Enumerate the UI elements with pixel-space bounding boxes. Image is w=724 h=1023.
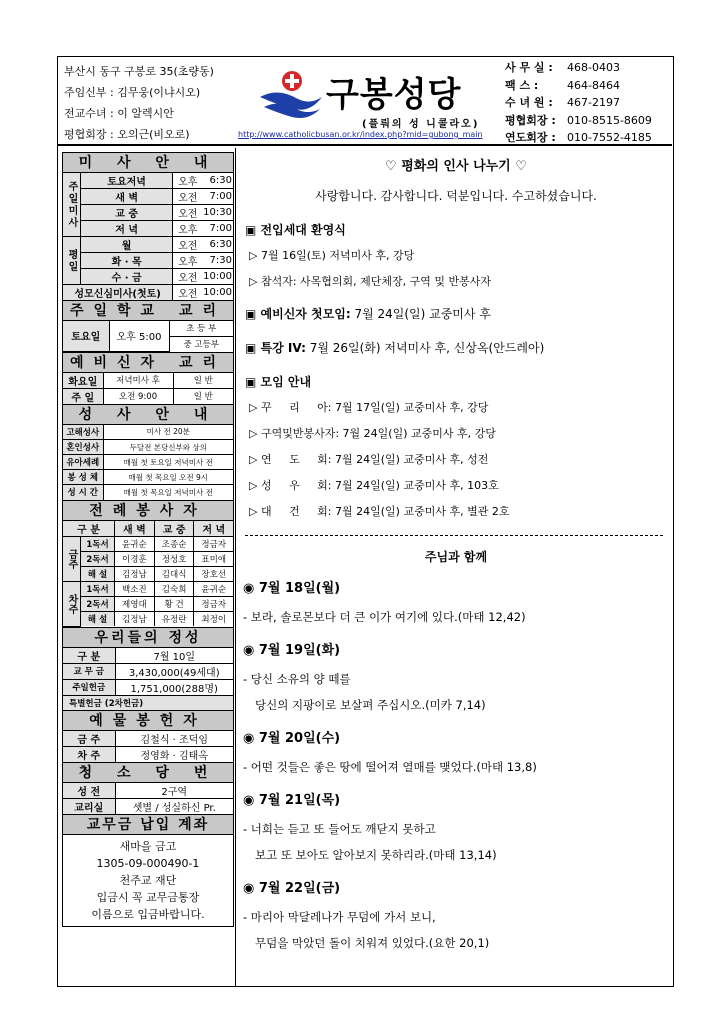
greeting-body: 사랑합니다. 감사합니다. 덕분입니다. 수고하셨습니다. <box>315 189 597 203</box>
contact-row: 평협회장 : 010-8515-8609 <box>505 113 652 127</box>
contact-row: 사 무 실 : 468-0403 <box>505 61 620 74</box>
offering-summary: 우리들의 정성 구 분 7월 10일 교 무 금 3,430,000(49세대) 주일헌금 1,751,000(288명) 특별헌금 (2차헌금) <box>62 628 234 712</box>
parish-info <box>64 61 244 145</box>
daily-verse: 당신의 지팡이로 보살펴 주십시오.(미카 7,14) <box>255 698 486 712</box>
meetings-heading: ▣ 모임 안내 <box>245 375 312 389</box>
welcome-heading: ▣ 전입세대 환영식 <box>245 223 346 237</box>
daily-verse: - 너희는 듣고 또 들어도 깨닫지 못하고 <box>243 822 436 836</box>
contact-row: 연도회장 : 010-7552-4185 <box>505 131 652 144</box>
meeting-item: ▷ 성 우 회: 7월 24일(일) 교중미사 후, 103호 <box>249 479 499 492</box>
daily-verse-date: ◉ 7월 21일(목) <box>243 793 341 808</box>
daily-verse-date: ◉ 7월 20일(수) <box>243 731 341 746</box>
with-the-lord-title: 주님과 함께 <box>424 550 488 564</box>
parish-name: 구봉성당 <box>326 75 462 115</box>
news-column: ♡ 평화의 인사 나누기 ♡ 사랑합니다. 감사합니다. 덕분입니다. 수고하셨습니다. ▣ 전입세대 환영식 ▷ 7월 16일(토) 저녁미사 후, 강당 ▷ 참석자: 사목협의회, 제단체장, 구역 및 반봉사자 ▣ 예비신자 첫모임: 7월 24일(일) 교중미사 후 ▣ 특강 IV: 7월 26일(화) 저녁미사 후, 신상옥(안드레아) ▣ 모임 안내 ▷ 꾸 리 아: 7월 17일(일) 교중미사 후, 강당 ▷ 구역및반봉사자: 7월 24일(일) 교중미사 후, 강당 ▷ 연 도 회: 7월 24일(일) 교중미사 후, 성전 ▷ 성 우 회: 7월 24일(일) 교중미사 후, 103호 ▷ 대 건 회: 7월 24일(일) 교중미사 후, 별관 2호 주님과 함께 ◉ 7월 18일(월) - 보라, 솔로몬보다 더 큰 이가 여기에 있다.(마태 12,42) ◉ 7월 19일(화) - 당신 소유의 양 떼를 당신의 지팡이로 보살펴 주십시오.(미카 7,14) ◉ 7월 20일(수) - 어떤 것들은 좋은 땅에 떨어져 열매를 맺었다.(마태 13,8) ◉ 7월 21일(목) - 너희는 듣고 또 들어도 깨닫지 못하고 보고 또 보아도 알아보지 못하리라.(마태 13,14) ◉ 7월 22일(금) - 마리아 막달레나가 무덤에 가서 보니, 무덤을 막았던 돌이 치워져 있었다.(요한 20,1) <box>241 151 671 956</box>
council-president: 평협회장 : 오의근(비오로) <box>64 128 190 141</box>
daily-verse-date: ◉ 7월 18일(월) <box>243 581 341 596</box>
daily-verse-date: ◉ 7월 19일(화) <box>243 643 341 658</box>
contact-row: 수 녀 원 : 467-2197 <box>505 96 620 109</box>
parish-url-link[interactable]: http://www.catholicbusan.or.kr/index.php?mid=gubong_main <box>238 130 483 139</box>
meeting-item: ▷ 연 도 회: 7월 24일(일) 교중미사 후, 성전 <box>249 453 489 466</box>
parish-logo <box>238 67 498 145</box>
account-info: 교무금 납입 계좌 새마을 금고 1305-09-000490-1 천주교 재단 입금시 꼭 교무금통장 이름으로 입금바랍니다. <box>62 815 234 927</box>
meeting-item: ▷ 꾸 리 아: 7월 17일(일) 교중미사 후, 강당 <box>249 401 489 414</box>
daily-verse: - 당신 소유의 양 떼를 <box>243 672 351 686</box>
dashed-divider <box>245 535 663 536</box>
mass-schedule: 미 사 안 내 주일미사 토요저녁 오후 6:30 새 벽 오전 7:00 교 중 오전 10:30 저 녁 오후 7:00 평일 월 오전 6:30 화 · 목 오후 7:30 수 · 금 오전 10:00 성모신심미사(첫토) 오전 10:00 <box>62 152 234 301</box>
cleaning-duty: 청 소 당 번 성 전 2구역 교리실 셋별 / 성실하신 Pr. <box>62 763 234 815</box>
bulletin-page <box>57 56 674 987</box>
meeting-item: ▷ 구역및반봉사자: 7월 24일(일) 교중미사 후, 강당 <box>249 427 496 440</box>
patron-saint: (플뤄의 성 니콜라오) <box>362 119 480 130</box>
sunday-school: 주일학교 교리 토요일 오후 5:00 초 등 부 중 고등부 <box>62 301 234 353</box>
address: 부산시 동구 구봉로 35(초량동) <box>64 65 214 78</box>
daily-verse: 무덤을 막았던 돌이 치워져 있었다.(요한 20,1) <box>255 936 490 950</box>
meeting-item: ▷ 대 건 회: 7월 24일(일) 교중미사 후, 별관 2호 <box>249 505 510 518</box>
daily-verse: - 마리아 막달레나가 무덤에 가서 보니, <box>243 910 436 924</box>
lecture-notice: ▣ 특강 IV: 7월 26일(화) 저녁미사 후, 신상옥(안드레아) <box>245 341 545 355</box>
left-column <box>62 152 234 927</box>
greeting-title: ♡ 평화의 인사 나누기 ♡ <box>385 159 527 174</box>
sister: 전교수녀 : 이 알렉시안 <box>64 107 174 120</box>
weekday-mass-label: 평일 <box>63 237 81 285</box>
pastor: 주임신부 : 김무웅(이냐시오) <box>64 86 201 99</box>
sacraments-info: 성 사 안 내 고해성사 미사 전 20분 혼인성사 두달전 본당신부와 상의 유아세례 매월 첫 토요일 저녁미사 전 봉 성 체 매월 첫 목요일 오전 9시 성 시 간 매월 첫 목요일 저녁미사 전 <box>62 405 234 501</box>
column-divider <box>235 148 237 986</box>
first-meeting-notice: ▣ 예비신자 첫모임: 7월 24일(일) 교중미사 후 <box>245 307 491 321</box>
contact-list <box>505 59 673 147</box>
liturgy-servers: 전례봉사자 구 분 새 벽 교 중 저 녁 금주 1독서 윤귀순 조종순 정금자 2독서 이경훈 정성호 표미애 해 설 김정남 김대식 장호선 차주 1독서 백소진 김숙희 윤귀순 2독서 제영대 황 건 정금자 해 설 김정남 유정란 최정이 <box>62 501 234 628</box>
contact-row: 팩 스 : 464-8464 <box>505 78 620 92</box>
daily-verse: - 어떤 것들은 좋은 땅에 떨어져 열매를 맺었다.(마태 13,8) <box>243 760 537 774</box>
daily-verse: - 보라, 솔로몬보다 더 큰 이가 여기에 있다.(마태 12,42) <box>243 610 526 624</box>
catechumen-class: 예비신자 교리 화요일 저녁미사 후 일 반 주 일 오전 9:00 일 반 <box>62 353 234 405</box>
flower-offerers: 예물봉헌자 금 주 김철식 · 조덕임 차 주 정영화 · 김태옥 <box>62 711 234 763</box>
sunday-mass-label: 주일미사 <box>63 173 81 237</box>
mass-schedule-title: 미 사 안 내 <box>63 153 233 173</box>
header <box>58 57 672 146</box>
daily-verse: 보고 또 보아도 알아보지 못하리라.(마태 13,14) <box>255 848 497 862</box>
church-emblem-icon <box>258 69 324 119</box>
daily-verse-date: ◉ 7월 22일(금) <box>243 881 341 896</box>
